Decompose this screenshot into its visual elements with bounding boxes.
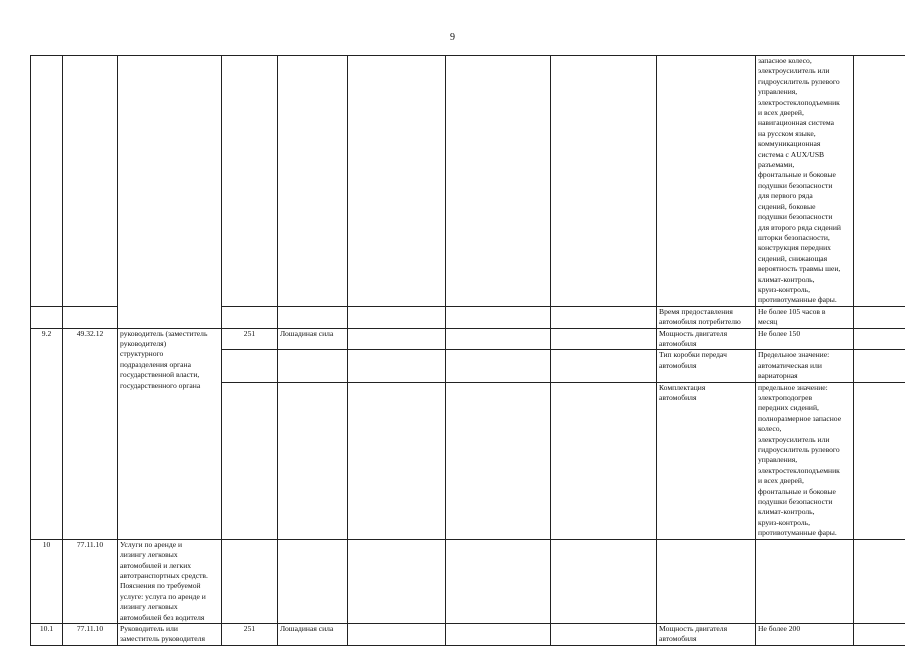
cell-no: 10 [31,539,63,623]
cell-okei-name [278,382,348,539]
cell-value [756,539,854,623]
table-row [31,328,905,350]
cell-col7 [446,56,551,307]
cell-col11 [854,306,905,328]
cell-col11 [854,623,905,645]
cell-characteristic: Тип коробки передач автомобиля [657,350,756,382]
cell-col8 [551,306,657,328]
cell-position: руководитель (заместитель руководителя) структурного подразделения органа государственной власти, государственного органа [118,328,222,539]
cell-characteristic: Время предоставления автомобиля потребителю [657,306,756,328]
cell-okpd: 77.11.10 [63,539,118,623]
table-row [31,623,905,645]
cell-col8 [551,382,657,539]
cell-okpd [63,306,118,328]
cell-characteristic [657,56,756,307]
cell-no: 9.2 [31,328,63,539]
cell-okpd: 77.11.10 [63,623,118,645]
cell-okei-code [222,306,278,328]
cell-characteristic: Мощность двигателя автомобиля [657,328,756,350]
cell-okei-code [222,56,278,307]
cell-col7 [446,306,551,328]
cell-okei-code [222,539,278,623]
cell-col11 [854,382,905,539]
cell-okei-name [278,350,348,382]
cell-col8 [551,328,657,350]
cell-col6 [348,56,446,307]
cell-okpd: 49.32.12 [63,328,118,539]
cell-value: Предельное значение: автоматическая или вариаторная [756,350,854,382]
cell-okei-code: 251 [222,328,278,350]
cell-value: предельное значение: электроподогрев передних сидений, полноразмерное запасное колесо, электроусилитель или гидроусилитель рулевого управления, электростеклоподъемник и всех дверей, фронтальные и боковые подушки безопасности климат-контроль, круиз-контроль, противотуманные фары. [756,382,854,539]
cell-no: 10.1 [31,623,63,645]
cell-okei-name [278,306,348,328]
cell-col7 [446,350,551,382]
cell-position: Услуги по аренде и лизингу легковых автомобилей и легких автотранспортных средств. Пояснения по требуемой услуге: услуга по аренде и лизингу легковых автомобилей без водителя [118,539,222,623]
cell-okei-code [222,382,278,539]
cell-no [31,56,63,307]
cell-okei-name: Лошадиная сила [278,328,348,350]
cell-col6 [348,623,446,645]
regulation-table [30,55,905,646]
cell-col11 [854,539,905,623]
cell-no [31,306,63,328]
cell-characteristic: Мощность двигателя автомобиля [657,623,756,645]
cell-characteristic: Комплектация автомобиля [657,382,756,539]
table-row [31,56,905,307]
page-number: 9 [0,32,905,43]
cell-value: Не более 200 [756,623,854,645]
cell-position: Руководитель или заместитель руководителя [118,623,222,645]
cell-col8 [551,56,657,307]
cell-value: Не более 105 часов в месяц [756,306,854,328]
cell-col8 [551,539,657,623]
cell-value: запасное колесо, электроусилитель или гидроусилитель рулевого управления, электростеклоподъемник и всех дверей, навигационная система на русском языке, коммуникационная система с AUX/USB разъемами, фронтальные и боковые подушки безопасности для первого ряда сидений, боковые подушки безопасности для второго ряда сидений шторки безопасности, конструкция передних сидений, снижающая вероятность травмы шеи, климат-контроль, круиз-контроль, противотуманные фары. [756,56,854,307]
cell-characteristic [657,539,756,623]
cell-okpd [63,56,118,307]
cell-col6 [348,328,446,350]
cell-col6 [348,350,446,382]
cell-position [118,56,222,329]
cell-okei-name: Лошадиная сила [278,623,348,645]
cell-col6 [348,382,446,539]
cell-col8 [551,350,657,382]
cell-col7 [446,382,551,539]
cell-col7 [446,539,551,623]
table-row [31,539,905,623]
cell-value: Не более 150 [756,328,854,350]
cell-col8 [551,623,657,645]
cell-col11 [854,56,905,307]
cell-col11 [854,328,905,350]
cell-okei-code: 251 [222,623,278,645]
cell-col11 [854,350,905,382]
cell-col7 [446,623,551,645]
cell-okei-code [222,350,278,382]
cell-col7 [446,328,551,350]
cell-okei-name [278,56,348,307]
cell-col6 [348,539,446,623]
cell-okei-name [278,539,348,623]
cell-col6 [348,306,446,328]
